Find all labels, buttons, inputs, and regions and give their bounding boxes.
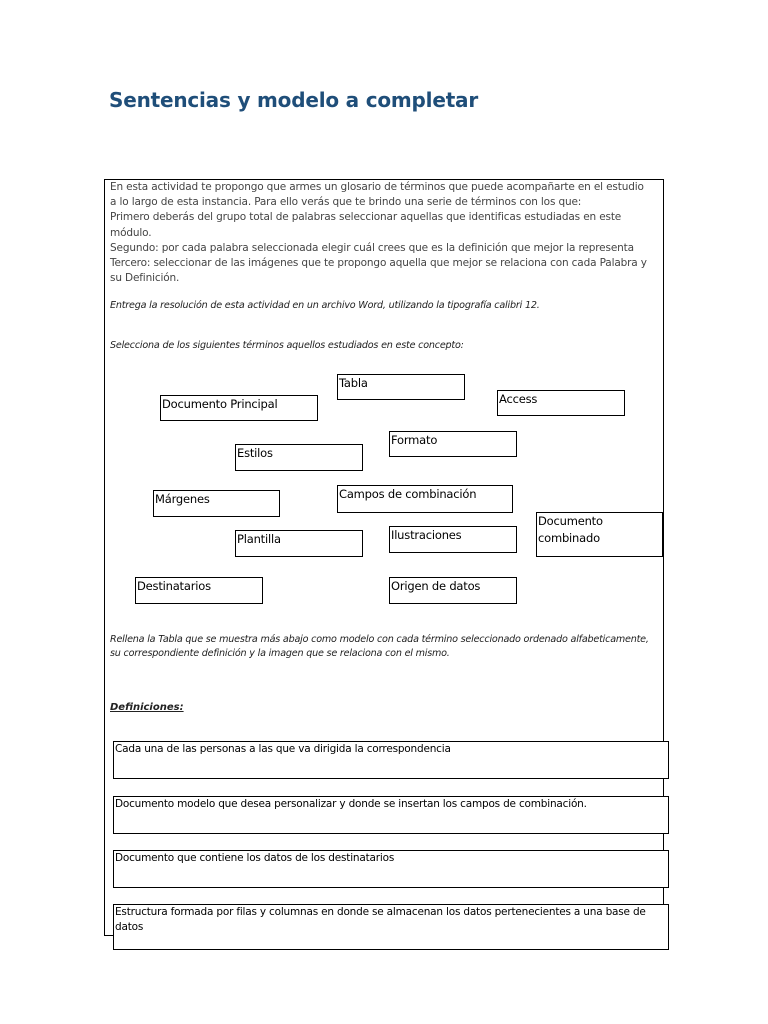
- instruction-line: su correspondiente definición y la imagen que se relaciona con el mismo.: [110, 648, 450, 659]
- term-box-documento-combinado[interactable]: [536, 512, 663, 557]
- select-prompt: Selecciona de los siguientes términos aquellos estudiados en este concepto:: [110, 340, 464, 351]
- intro-line: Tercero: seleccionar de las imágenes que te propongo aquella que mejor se relaciona con cada Palabra y: [110, 257, 647, 270]
- intro-line: módulo.: [110, 226, 152, 239]
- definition-box[interactable]: Cada una de las personas a las que va dirigida la correspondencia: [113, 741, 669, 779]
- definition-box[interactable]: Documento modelo que desea personalizar y donde se insertan los campos de combinación.: [113, 796, 669, 834]
- intro-line: su Definición.: [110, 272, 180, 285]
- table-instructions: [110, 633, 658, 661]
- term-box-documento-principal[interactable]: Documento Principal: [160, 395, 318, 421]
- term-box-formato[interactable]: Formato: [389, 431, 517, 457]
- page-title: Sentencias y modelo a completar: [109, 88, 479, 112]
- term-label-line: combinado: [538, 531, 600, 545]
- definitions-heading: Definiciones:: [110, 702, 184, 713]
- term-box-tabla[interactable]: Tabla: [337, 374, 465, 400]
- definition-box[interactable]: Documento que contiene los datos de los destinatarios: [113, 850, 669, 888]
- term-box-origen-datos[interactable]: Origen de datos: [389, 577, 517, 604]
- intro-line: Segundo: por cada palabra seleccionada elegir cuál crees que es la definición que mejor la representa: [110, 241, 634, 254]
- intro-line: Primero deberás del grupo total de palabras seleccionar aquellas que identificas estudiadas en este: [110, 211, 622, 224]
- term-label-line: Documento: [538, 514, 603, 528]
- definition-box[interactable]: Estructura formada por filas y columnas en donde se almacenan los datos pertenecientes a una base de datos: [113, 904, 669, 950]
- intro-line: a lo largo de esta instancia. Para ello verás que te brindo una serie de términos con los que:: [110, 196, 582, 209]
- instruction-line: Rellena la Tabla que se muestra más abajo como modelo con cada término seleccionado ordenado alfabeticamente,: [110, 634, 649, 645]
- delivery-note: Entrega la resolución de esta actividad en un archivo Word, utilizando la tipografía calibri 12.: [110, 300, 540, 311]
- term-box-campos-combinacion[interactable]: Campos de combinación: [337, 485, 513, 513]
- intro-line: En esta actividad te propongo que armes un glosario de términos que puede acompañarte en el estudio: [110, 181, 644, 193]
- term-box-access[interactable]: Access: [497, 390, 625, 416]
- intro-text: [110, 180, 658, 286]
- term-box-estilos[interactable]: Estilos: [235, 444, 363, 471]
- term-box-margenes[interactable]: Márgenes: [153, 490, 280, 517]
- term-box-ilustraciones[interactable]: Ilustraciones: [389, 526, 517, 553]
- term-box-plantilla[interactable]: Plantilla: [235, 530, 363, 557]
- term-box-destinatarios[interactable]: Destinatarios: [135, 577, 263, 604]
